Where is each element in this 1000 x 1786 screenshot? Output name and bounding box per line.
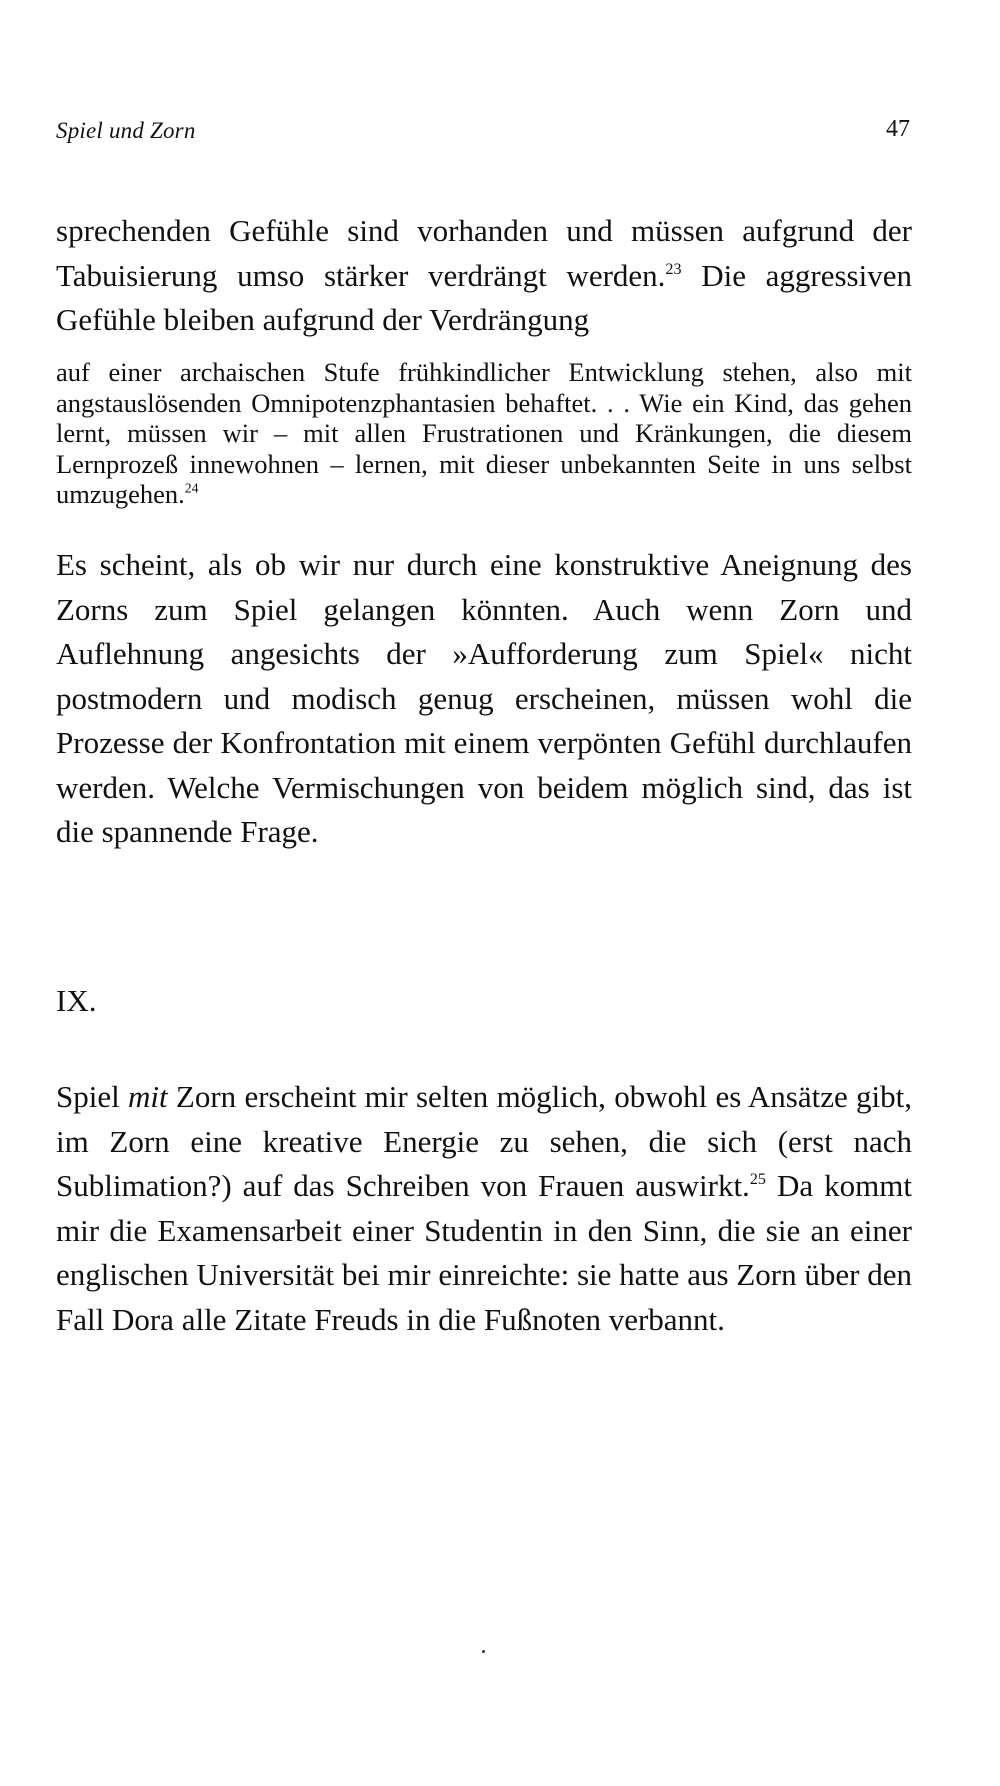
page-number: 47 [886, 116, 910, 142]
paragraph-3 [56, 1075, 912, 1342]
section-heading: IX. [56, 983, 97, 1018]
paragraph-1-text: sprechenden Gefühle sind vorhanden und müssen aufgrund der Tabuisierung umso stärker verdrängt werden. [56, 213, 912, 293]
paragraph-3-text-end: Da kommt mir die Examensarbeit einer Studentin in den Sinn, die sie an einer englischen Universität bei mir einreichte: sie hatte aus Zorn über den Fall Dora alle Zitate Freuds in die Fußnoten verbannt. [56, 1168, 912, 1337]
footnote-ref-24[interactable]: 24 [184, 480, 199, 496]
block-quote-text: auf einer archaischen Stufe frühkindlicher Entwicklung stehen, also mit angstauslösenden Omnipotenzphantasien behaftet. . . Wie ein Kind, das gehen lernt, müssen wir – mit allen Frustrationen und Kränkungen, die diesem Lernprozeß innewohnen – lernen, mit dieser unbekannten Seite in uns selbst umzugehen. [56, 357, 912, 509]
paragraph-3-text-middle: Zorn erscheint mir selten möglich, obwohl es Ansätze gibt, im Zorn eine kreative Energie zu sehen, die sich (erst nach Sublimation?) auf das Schreiben von Frauen auswirkt. [56, 1079, 912, 1203]
paragraph-1 [56, 209, 912, 343]
footnote-ref-23[interactable]: 23 [665, 260, 682, 278]
paragraph-3-emphasis: mit [128, 1079, 168, 1114]
footnote-ref-25[interactable]: 25 [749, 1170, 766, 1188]
paragraph-3-text-start: Spiel [56, 1079, 129, 1114]
block-quote [56, 357, 912, 510]
running-head: Spiel und Zorn [56, 118, 196, 143]
paragraph-1-text-after: Die aggressiven Gefühle bleiben aufgrund der Verdrängung [56, 257, 912, 337]
scan-speck [482, 1650, 485, 1653]
paragraph-2: Es scheint, als ob wir nur durch eine konstruktive Aneignung des Zorns zum Spiel gelangen könnten. Auch wenn Zorn und Auflehnung angesichts der »Aufforderung zum Spiel« nicht postmodern und modisch genug erscheinen, müssen wohl die Prozesse der Konfrontation mit einem verpönten Gefühl durchlaufen werden. Welche Vermischungen von beidem möglich sind, das ist die spannende Frage. [56, 547, 912, 849]
